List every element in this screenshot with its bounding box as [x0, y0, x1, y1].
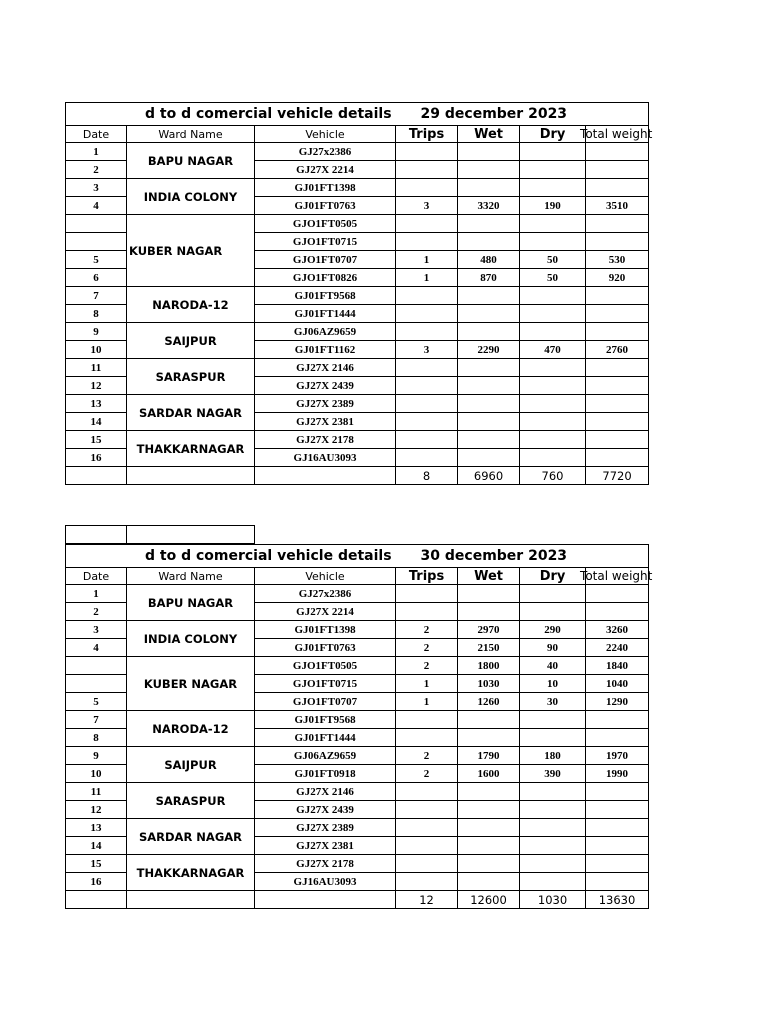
cell-date: 1 — [66, 585, 127, 603]
ward-saijpur: SAIJPUR — [127, 747, 255, 783]
cell-wet: 1790 — [458, 747, 520, 765]
cell-dry — [520, 305, 586, 323]
cell-vehicle: GJO1FT0715 — [255, 675, 396, 693]
cell-vehicle: GJ27X 2389 — [255, 819, 396, 837]
cell-total — [586, 873, 649, 891]
table-row — [66, 395, 649, 413]
cell-wet: 1600 — [458, 765, 520, 783]
cell-dry — [520, 449, 586, 467]
cell-date: 3 — [66, 179, 127, 197]
cell-date: 11 — [66, 783, 127, 801]
cell-wet — [458, 377, 520, 395]
total-weight: 7720 — [586, 467, 649, 485]
cell-date: 5 — [66, 693, 127, 711]
total-dry: 1030 — [520, 891, 586, 909]
cell-date: 16 — [66, 449, 127, 467]
cell-wet: 3320 — [458, 197, 520, 215]
total-empty-ward — [127, 891, 255, 909]
cell-trips: 2 — [396, 747, 458, 765]
cell-total — [586, 305, 649, 323]
table-row — [66, 323, 649, 341]
cell-total — [586, 783, 649, 801]
cell-total — [586, 729, 649, 747]
cell-total: 1290 — [586, 693, 649, 711]
cell-dry: 50 — [520, 251, 586, 269]
cell-vehicle: GJ01FT9568 — [255, 711, 396, 729]
cell-vehicle: GJ01FT0918 — [255, 765, 396, 783]
cell-vehicle: GJO1FT0707 — [255, 251, 396, 269]
totals-row — [66, 467, 649, 485]
cell-dry — [520, 729, 586, 747]
cell-date: 1 — [66, 143, 127, 161]
ward-naroda-12: NARODA-12 — [127, 287, 255, 323]
cell-date: 14 — [66, 413, 127, 431]
cell-wet — [458, 161, 520, 179]
cell-vehicle: GJ06AZ9659 — [255, 747, 396, 765]
cell-vehicle: GJ01FT1398 — [255, 179, 396, 197]
table-row — [66, 747, 649, 765]
cell-trips: 1 — [396, 251, 458, 269]
cell-total: 3510 — [586, 197, 649, 215]
header-vehicle: Vehicle — [255, 568, 396, 585]
cell-trips: 3 — [396, 197, 458, 215]
total-wet: 6960 — [458, 467, 520, 485]
ward-india-colony: INDIA COLONY — [127, 179, 255, 215]
cell-wet — [458, 783, 520, 801]
cell-date: 13 — [66, 395, 127, 413]
header-wet: Wet — [458, 126, 520, 143]
ward-sardar-nagar: SARDAR NAGAR — [127, 819, 255, 855]
cell-wet — [458, 585, 520, 603]
cell-wet — [458, 855, 520, 873]
cell-vehicle: GJ27X 2439 — [255, 377, 396, 395]
cell-total — [586, 287, 649, 305]
cell-wet — [458, 449, 520, 467]
cell-trips — [396, 143, 458, 161]
cell-trips — [396, 233, 458, 251]
cell-wet: 480 — [458, 251, 520, 269]
cell-total: 1040 — [586, 675, 649, 693]
cell-wet: 1800 — [458, 657, 520, 675]
cell-date: 13 — [66, 819, 127, 837]
cell-dry — [520, 395, 586, 413]
cell-total: 3260 — [586, 621, 649, 639]
cell-total: 2760 — [586, 341, 649, 359]
vehicle-table-30-dec — [65, 544, 653, 909]
cell-wet — [458, 413, 520, 431]
cell-trips: 2 — [396, 765, 458, 783]
table-row — [66, 215, 649, 233]
cell-date — [66, 657, 127, 675]
cell-vehicle: GJ27X 2178 — [255, 855, 396, 873]
cell-date: 8 — [66, 305, 127, 323]
table-row — [66, 621, 649, 639]
cell-wet: 2150 — [458, 639, 520, 657]
cell-date: 2 — [66, 603, 127, 621]
cell-total — [586, 377, 649, 395]
cell-dry — [520, 323, 586, 341]
cell-wet — [458, 323, 520, 341]
table-row — [66, 585, 649, 603]
cell-wet: 870 — [458, 269, 520, 287]
cell-dry: 470 — [520, 341, 586, 359]
cell-total: 2240 — [586, 639, 649, 657]
cell-dry: 180 — [520, 747, 586, 765]
cell-wet — [458, 287, 520, 305]
cell-dry: 10 — [520, 675, 586, 693]
cell-dry — [520, 287, 586, 305]
cell-date: 15 — [66, 431, 127, 449]
cell-date: 7 — [66, 711, 127, 729]
cell-trips — [396, 603, 458, 621]
ward-saraspur: SARASPUR — [127, 783, 255, 819]
total-empty-date — [66, 891, 127, 909]
cell-total — [586, 837, 649, 855]
cell-trips — [396, 873, 458, 891]
cell-date: 9 — [66, 747, 127, 765]
cell-trips — [396, 449, 458, 467]
header-date: Date — [66, 126, 127, 143]
cell-vehicle: GJO1FT0505 — [255, 657, 396, 675]
cell-trips — [396, 161, 458, 179]
cell-dry — [520, 413, 586, 431]
header-wet: Wet — [458, 568, 520, 585]
cell-trips — [396, 711, 458, 729]
cell-total: 530 — [586, 251, 649, 269]
cell-vehicle: GJ01FT1444 — [255, 729, 396, 747]
ward-saijpur: SAIJPUR — [127, 323, 255, 359]
header-ward-name: Ward Name — [127, 126, 255, 143]
cell-total — [586, 233, 649, 251]
total-wet: 12600 — [458, 891, 520, 909]
ward-india-colony: INDIA COLONY — [127, 621, 255, 657]
cell-dry: 290 — [520, 621, 586, 639]
cell-date: 4 — [66, 197, 127, 215]
cell-wet — [458, 711, 520, 729]
cell-total — [586, 431, 649, 449]
cell-total — [586, 801, 649, 819]
cell-date — [66, 675, 127, 693]
header-trips: Trips — [396, 568, 458, 585]
cell-trips — [396, 323, 458, 341]
cell-trips — [396, 287, 458, 305]
table-title: d to d comercial vehicle details — [66, 103, 396, 126]
header-trips: Trips — [396, 126, 458, 143]
table-row — [66, 783, 649, 801]
cell-total — [586, 161, 649, 179]
cell-trips: 2 — [396, 657, 458, 675]
cell-wet — [458, 801, 520, 819]
table-title: d to d comercial vehicle details — [66, 545, 396, 568]
ward-bapu-nagar: BAPU NAGAR — [127, 585, 255, 621]
total-empty-vehicle — [255, 467, 396, 485]
cell-trips — [396, 377, 458, 395]
cell-date: 7 — [66, 287, 127, 305]
cell-dry — [520, 585, 586, 603]
cell-date: 11 — [66, 359, 127, 377]
cell-total: 1990 — [586, 765, 649, 783]
cell-trips — [396, 305, 458, 323]
cell-date: 16 — [66, 873, 127, 891]
cell-dry — [520, 377, 586, 395]
table-row — [66, 431, 649, 449]
cell-wet: 1260 — [458, 693, 520, 711]
cell-trips: 1 — [396, 269, 458, 287]
cell-total — [586, 395, 649, 413]
cell-vehicle: GJ27X 2178 — [255, 431, 396, 449]
empty-cell — [66, 526, 127, 544]
header-ward-name: Ward Name — [127, 568, 255, 585]
table-date: 29 december 2023 — [396, 103, 649, 126]
cell-dry: 90 — [520, 639, 586, 657]
table-row — [66, 855, 649, 873]
cell-wet — [458, 873, 520, 891]
cell-total — [586, 855, 649, 873]
cell-vehicle: GJ01FT0763 — [255, 197, 396, 215]
cell-dry — [520, 783, 586, 801]
cell-date: 15 — [66, 855, 127, 873]
cell-vehicle: GJO1FT0505 — [255, 215, 396, 233]
cell-total — [586, 179, 649, 197]
cell-wet — [458, 431, 520, 449]
cell-wet: 2290 — [458, 341, 520, 359]
cell-total — [586, 603, 649, 621]
cell-wet: 1030 — [458, 675, 520, 693]
table-row — [66, 657, 649, 675]
cell-vehicle: GJ01FT1162 — [255, 341, 396, 359]
cell-vehicle: GJ01FT9568 — [255, 287, 396, 305]
cell-dry: 40 — [520, 657, 586, 675]
header-dry: Dry — [520, 568, 586, 585]
cell-date: 12 — [66, 801, 127, 819]
cell-vehicle: GJ27x2386 — [255, 143, 396, 161]
cell-dry — [520, 837, 586, 855]
cell-date: 10 — [66, 341, 127, 359]
empty-cell — [127, 526, 255, 544]
total-empty-date — [66, 467, 127, 485]
table-row — [66, 143, 649, 161]
ward-naroda-12: NARODA-12 — [127, 711, 255, 747]
cell-vehicle: GJ27X 2214 — [255, 603, 396, 621]
table-row — [66, 359, 649, 377]
total-dry: 760 — [520, 467, 586, 485]
cell-dry: 50 — [520, 269, 586, 287]
cell-dry: 190 — [520, 197, 586, 215]
cell-vehicle: GJ01FT1444 — [255, 305, 396, 323]
cell-total — [586, 819, 649, 837]
total-trips: 8 — [396, 467, 458, 485]
cell-total — [586, 323, 649, 341]
cell-total — [586, 359, 649, 377]
cell-vehicle: GJ16AU3093 — [255, 873, 396, 891]
cell-trips — [396, 801, 458, 819]
cell-trips: 3 — [396, 341, 458, 359]
cell-wet — [458, 395, 520, 413]
cell-vehicle: GJ27X 2146 — [255, 783, 396, 801]
cell-trips — [396, 359, 458, 377]
cell-trips — [396, 413, 458, 431]
cell-trips — [396, 431, 458, 449]
cell-date: 12 — [66, 377, 127, 395]
cell-date: 5 — [66, 251, 127, 269]
cell-wet — [458, 837, 520, 855]
cell-date: 9 — [66, 323, 127, 341]
cell-vehicle: GJ27X 2381 — [255, 413, 396, 431]
cell-total — [586, 711, 649, 729]
total-trips: 12 — [396, 891, 458, 909]
cell-trips — [396, 215, 458, 233]
cell-trips: 1 — [396, 693, 458, 711]
cell-vehicle: GJ27X 2381 — [255, 837, 396, 855]
cell-total — [586, 143, 649, 161]
cell-wet — [458, 233, 520, 251]
cell-wet — [458, 603, 520, 621]
cell-trips: 1 — [396, 675, 458, 693]
cell-total — [586, 585, 649, 603]
cell-trips — [396, 855, 458, 873]
cell-vehicle: GJO1FT0715 — [255, 233, 396, 251]
cell-trips — [396, 179, 458, 197]
empty-cells — [65, 525, 255, 544]
cell-dry — [520, 161, 586, 179]
totals-row — [66, 891, 649, 909]
cell-dry: 390 — [520, 765, 586, 783]
cell-trips: 2 — [396, 639, 458, 657]
vehicle-table-29-dec — [65, 102, 653, 485]
cell-date: 14 — [66, 837, 127, 855]
cell-vehicle: GJ27X 2214 — [255, 161, 396, 179]
cell-dry — [520, 359, 586, 377]
cell-dry — [520, 855, 586, 873]
header-date: Date — [66, 568, 127, 585]
cell-trips — [396, 837, 458, 855]
total-weight: 13630 — [586, 891, 649, 909]
cell-wet — [458, 215, 520, 233]
cell-total: 1840 — [586, 657, 649, 675]
ward-thakkarnagar: THAKKARNAGAR — [127, 431, 255, 467]
table-row — [66, 179, 649, 197]
cell-dry — [520, 873, 586, 891]
ward-thakkarnagar: THAKKARNAGAR — [127, 855, 255, 891]
ward-saraspur: SARASPUR — [127, 359, 255, 395]
cell-vehicle: GJ16AU3093 — [255, 449, 396, 467]
cell-wet — [458, 179, 520, 197]
cell-vehicle: GJO1FT0826 — [255, 269, 396, 287]
cell-date: 2 — [66, 161, 127, 179]
cell-dry — [520, 603, 586, 621]
cell-trips — [396, 729, 458, 747]
table-row — [66, 711, 649, 729]
cell-date: 3 — [66, 621, 127, 639]
cell-trips — [396, 819, 458, 837]
total-empty-ward — [127, 467, 255, 485]
cell-dry — [520, 819, 586, 837]
cell-trips — [396, 395, 458, 413]
header-dry: Dry — [520, 126, 586, 143]
total-empty-vehicle — [255, 891, 396, 909]
cell-trips — [396, 585, 458, 603]
cell-dry — [520, 711, 586, 729]
cell-wet — [458, 729, 520, 747]
ward-kuber-nagar: KUBER NAGAR — [127, 215, 255, 287]
cell-trips — [396, 783, 458, 801]
cell-date — [66, 233, 127, 251]
cell-dry — [520, 143, 586, 161]
cell-vehicle: GJ01FT1398 — [255, 621, 396, 639]
cell-dry — [520, 215, 586, 233]
cell-vehicle: GJO1FT0707 — [255, 693, 396, 711]
cell-dry — [520, 801, 586, 819]
table-row — [66, 819, 649, 837]
ward-kuber-nagar: KUBER NAGAR — [127, 657, 255, 711]
cell-date: 8 — [66, 729, 127, 747]
cell-total: 1970 — [586, 747, 649, 765]
cell-wet: 2970 — [458, 621, 520, 639]
table-row — [66, 287, 649, 305]
cell-vehicle: GJ27X 2439 — [255, 801, 396, 819]
cell-dry — [520, 233, 586, 251]
cell-vehicle: GJ27X 2146 — [255, 359, 396, 377]
ward-bapu-nagar: BAPU NAGAR — [127, 143, 255, 179]
cell-wet — [458, 143, 520, 161]
header-total-weight: Total weight — [580, 569, 653, 583]
cell-vehicle: GJ27x2386 — [255, 585, 396, 603]
cell-vehicle: GJ27X 2389 — [255, 395, 396, 413]
table-date: 30 december 2023 — [396, 545, 649, 568]
cell-wet — [458, 359, 520, 377]
cell-date: 4 — [66, 639, 127, 657]
cell-date: 10 — [66, 765, 127, 783]
cell-vehicle: GJ01FT0763 — [255, 639, 396, 657]
cell-vehicle: GJ06AZ9659 — [255, 323, 396, 341]
cell-total — [586, 413, 649, 431]
cell-dry — [520, 179, 586, 197]
cell-trips: 2 — [396, 621, 458, 639]
cell-wet — [458, 819, 520, 837]
cell-total — [586, 449, 649, 467]
cell-date — [66, 215, 127, 233]
cell-wet — [458, 305, 520, 323]
cell-dry: 30 — [520, 693, 586, 711]
cell-date: 6 — [66, 269, 127, 287]
cell-total — [586, 215, 649, 233]
header-total-weight: Total weight — [580, 127, 653, 141]
ward-sardar-nagar: SARDAR NAGAR — [127, 395, 255, 431]
header-vehicle: Vehicle — [255, 126, 396, 143]
cell-total: 920 — [586, 269, 649, 287]
cell-dry — [520, 431, 586, 449]
